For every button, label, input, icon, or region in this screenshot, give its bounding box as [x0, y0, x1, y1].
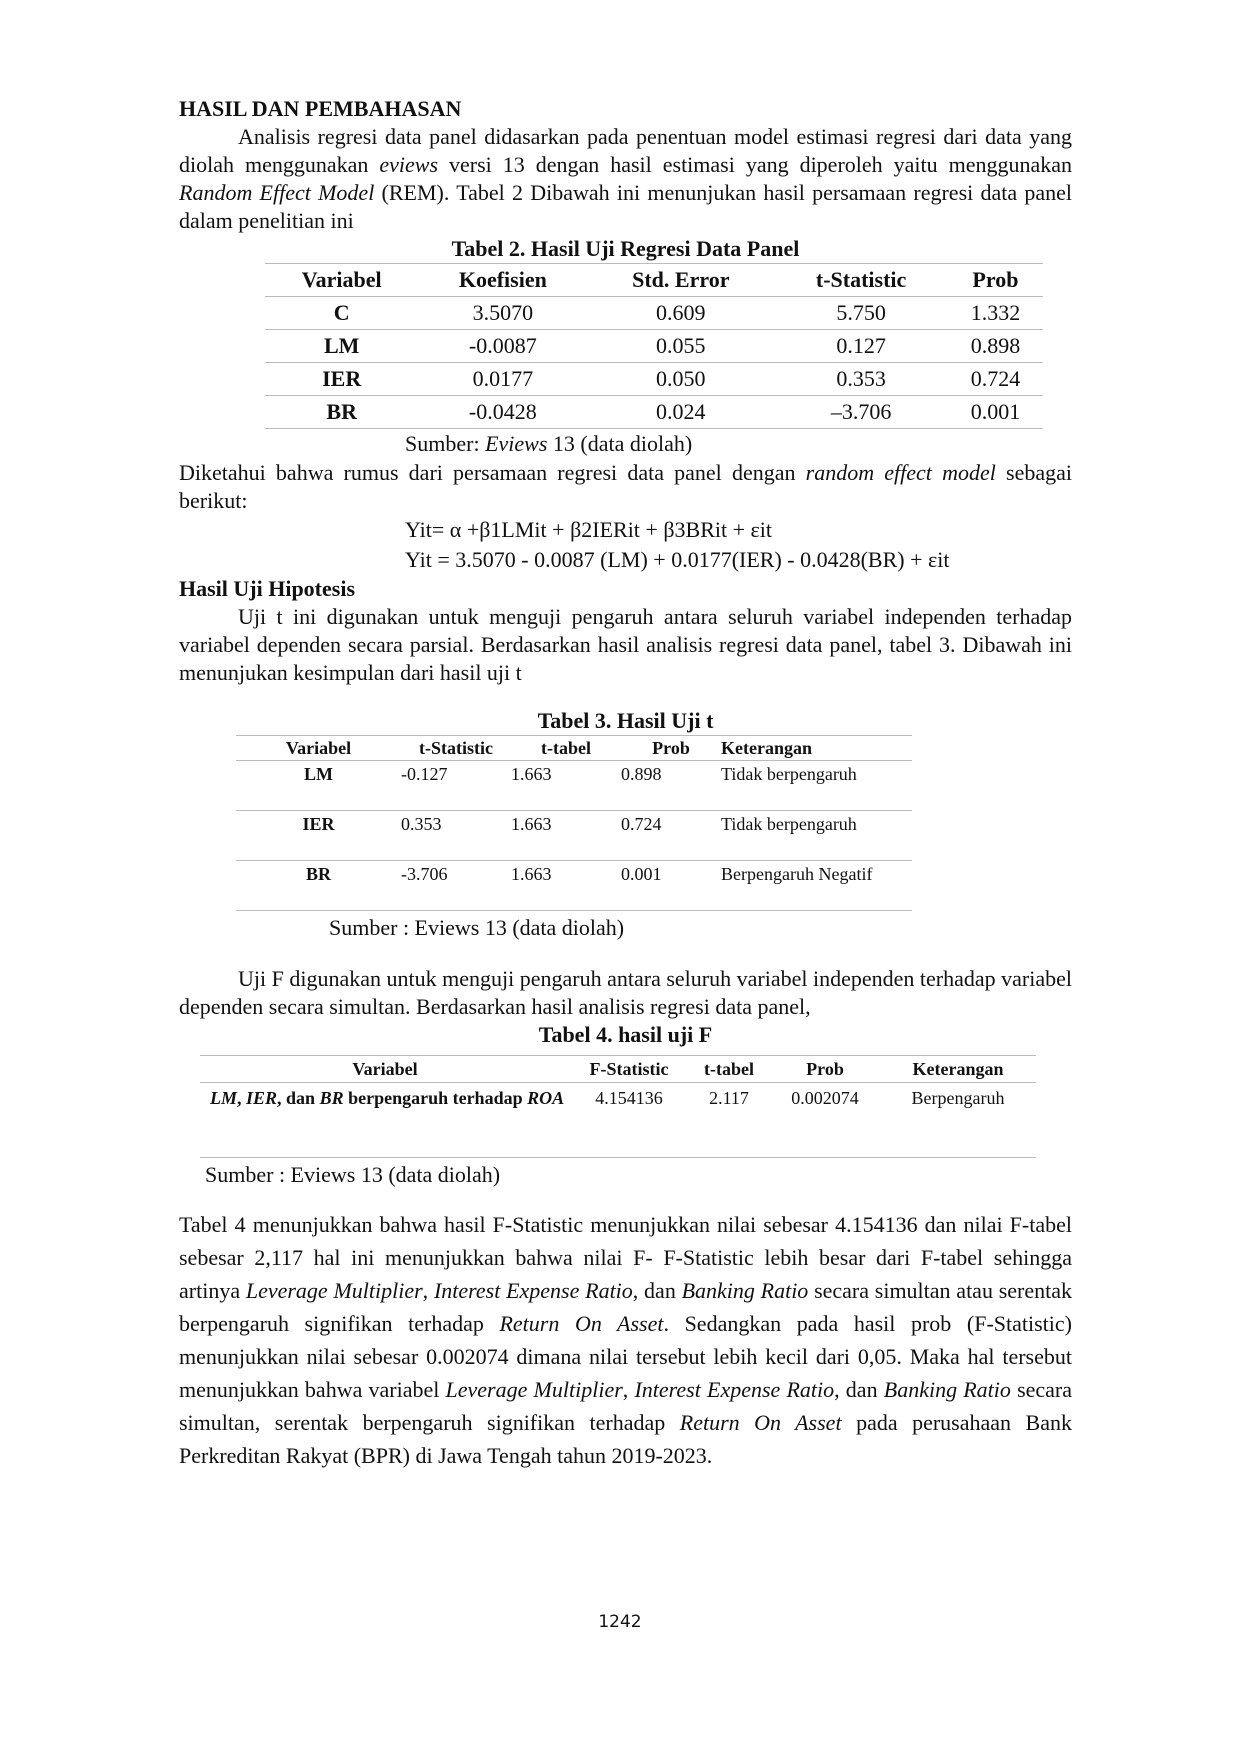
- table-cell: Tidak berpengaruh: [721, 811, 912, 861]
- conclusion-sep: , dan: [834, 1377, 884, 1402]
- table-cell: IER: [265, 363, 418, 396]
- column-header: Variabel: [265, 264, 418, 297]
- table-cell-variabel: [200, 1083, 570, 1158]
- source-text-2: 13 (data diolah): [547, 431, 693, 456]
- column-header: t-Statistic: [774, 264, 948, 297]
- table3-caption: Tabel 3. Hasil Uji t: [537, 708, 714, 733]
- conclusion-text: secara simultan, serentak berpengaruh signifikan terhadap: [179, 1377, 1073, 1435]
- column-header: Prob: [770, 1056, 880, 1083]
- table-cell: 0.898: [621, 761, 721, 811]
- formula-text: Diketahui bahwa rumus dari persamaan regresi data panel dengan: [179, 460, 806, 485]
- ftest-paragraph: Uji F digunakan untuk menguji pengaruh antara seluruh variabel independen terhadap variabel dependen secara simultan. Berdasarkan hasil analisis regresi data panel,: [179, 966, 1072, 1019]
- table3-source: Sumber : Eviews 13 (data diolah): [329, 915, 625, 940]
- table-cell: C: [265, 297, 418, 330]
- table-cell: 0.055: [587, 330, 774, 363]
- conclusion-text: . Sedangkan pada hasil prob (F-Statistic) menunjukkan nilai sebesar 0.002074 dimana nilai tersebut lebih kecil dari 0,05. Maka hal tersebut menunjukkan bahwa variabel: [179, 1311, 1072, 1402]
- conclusion-sep: , dan: [632, 1278, 682, 1303]
- column-header: Variabel: [236, 736, 401, 761]
- table-cell: –3.706: [774, 396, 948, 429]
- column-header: Std. Error: [587, 264, 774, 297]
- table-cell: Berpengaruh Negatif: [721, 861, 912, 911]
- table-cell: 1.332: [948, 297, 1043, 330]
- table4-caption: Tabel 4. hasil uji F: [538, 1022, 713, 1047]
- source-text: Sumber:: [405, 431, 486, 456]
- table-cell: 0.353: [401, 811, 511, 861]
- table-row: [265, 330, 1043, 363]
- intro-eviews: eviews: [379, 152, 439, 177]
- term-roa: Return On Asset: [679, 1410, 842, 1435]
- table-row: [200, 1083, 1036, 1158]
- table-cell: LM: [236, 761, 401, 811]
- table-row: [265, 396, 1043, 429]
- page-number: 1242: [598, 1612, 642, 1632]
- table-header-row: [265, 264, 1043, 297]
- table-cell: Berpengaruh: [880, 1083, 1036, 1158]
- table-cell: -0.127: [401, 761, 511, 811]
- table-cell: 4.154136: [570, 1083, 688, 1158]
- column-header: Prob: [621, 736, 721, 761]
- intro-text: Analisis regresi data panel didasarkan pada penentuan model estimasi regresi dari data yang diolah menggunakan: [179, 124, 1072, 177]
- table-cell: 0.353: [774, 363, 948, 396]
- var-roa: ROA: [527, 1088, 565, 1108]
- term-roa: Return On Asset: [499, 1311, 664, 1336]
- conclusion-text: pada perusahaan Bank Perkreditan Rakyat (BPR) di Jawa Tengah tahun 2019-2023.: [179, 1410, 1072, 1468]
- table-cell: BR: [265, 396, 418, 429]
- table-cell: -0.0428: [418, 396, 587, 429]
- table-cell: 5.750: [774, 297, 948, 330]
- table-cell: 2.117: [688, 1083, 770, 1158]
- column-header: Variabel: [200, 1056, 570, 1083]
- conclusion-text: Tabel 4 menunjukkan bahwa hasil F-Statistic menunjukkan nilai sebesar 4.154136 dan nilai F-tabel sebesar 2,117 hal ini menunjukkan bahwa nilai F- F-Statistic lebih besar dari F-tabel sehingga artinya: [179, 1212, 1072, 1303]
- hypothesis-title: Hasil Uji Hipotesis: [179, 576, 356, 601]
- column-header: t-tabel: [511, 736, 621, 761]
- table-cell: 0.0177: [418, 363, 587, 396]
- table-cell: 1.663: [511, 861, 621, 911]
- table-cell: 0.050: [587, 363, 774, 396]
- table4-source: Sumber : Eviews 13 (data diolah): [205, 1162, 501, 1187]
- equation-estimated: Yit = 3.5070 - 0.0087 (LM) + 0.0177(IER) - 0.0428(BR) + εit: [405, 547, 950, 572]
- table2: [265, 263, 1043, 429]
- intro-text-2: versi 13 dengan hasil estimasi yang diperoleh yaitu menggunakan: [438, 152, 1072, 177]
- term-lm: Leverage Multiplier: [445, 1377, 623, 1402]
- table-cell: 3.5070: [418, 297, 587, 330]
- formula-rem: random effect model: [805, 460, 996, 485]
- column-header: Keterangan: [721, 736, 912, 761]
- table-cell: 1.663: [511, 761, 621, 811]
- table-row: [265, 363, 1043, 396]
- formula-intro: [179, 459, 1072, 515]
- table4: [200, 1055, 1036, 1158]
- hypothesis-paragraph: Uji t ini digunakan untuk menguji pengaruh antara seluruh variabel independen terhadap variabel dependen secara parsial. Berdasarkan hasil analisis regresi data panel, tabel 3. Dibawah ini menunjukan kesimpulan dari hasil uji t: [179, 604, 1072, 685]
- intro-rem: Random Effect Model: [179, 180, 375, 205]
- section-title: HASIL DAN PEMBAHASAN: [179, 96, 462, 121]
- column-header: Prob: [948, 264, 1043, 297]
- table-row: [236, 761, 912, 811]
- table-cell: Tidak berpengaruh: [721, 761, 912, 811]
- var-lm: LM: [210, 1088, 237, 1108]
- table-cell: 0.001: [948, 396, 1043, 429]
- column-header: Keterangan: [880, 1056, 1036, 1083]
- var-text: berpengaruh terhadap: [343, 1088, 528, 1108]
- table2-caption: Tabel 2. Hasil Uji Regresi Data Panel: [451, 236, 800, 261]
- var-ier: IER: [246, 1088, 278, 1108]
- table-header-row: [236, 736, 912, 761]
- column-header: t-tabel: [688, 1056, 770, 1083]
- intro-text-3: (REM). Tabel 2 Dibawah ini menunjukan hasil persamaan regresi data panel dalam penelitian ini: [179, 180, 1072, 233]
- term-ier: Interest Expense Ratio: [634, 1377, 835, 1402]
- table-cell: 0.724: [621, 811, 721, 861]
- column-header: F-Statistic: [570, 1056, 688, 1083]
- source-eviews: Eviews: [485, 431, 548, 456]
- table-cell: 0.609: [587, 297, 774, 330]
- table-cell: LM: [265, 330, 418, 363]
- table-cell: -3.706: [401, 861, 511, 911]
- var-sep: ,: [237, 1088, 246, 1108]
- table-cell: 0.724: [948, 363, 1043, 396]
- column-header: t-Statistic: [401, 736, 511, 761]
- page-content: [179, 95, 1072, 1472]
- table-cell: 0.024: [587, 396, 774, 429]
- var-sep-2: , dan: [277, 1088, 320, 1108]
- term-br: Banking Ratio: [681, 1278, 809, 1303]
- term-ier: Interest Expense Ratio: [433, 1278, 633, 1303]
- equation-general: Yit= α +β1LMit + β2IERit + β3BRit + εit: [405, 517, 772, 542]
- table-header-row: [200, 1056, 1036, 1083]
- column-header: Koefisien: [418, 264, 587, 297]
- var-br: BR: [319, 1088, 344, 1108]
- table-cell: BR: [236, 861, 401, 911]
- conclusion-sep: ,: [622, 1377, 635, 1402]
- table-cell: 0.001: [621, 861, 721, 911]
- conclusion-text: secara simultan atau serentak berpengaruh signifikan terhadap: [179, 1278, 1072, 1336]
- table-row: [236, 861, 912, 911]
- term-lm: Leverage Multiplier: [245, 1278, 423, 1303]
- table-row: [236, 811, 912, 861]
- formula-text-2: sebagai berikut:: [179, 460, 1072, 513]
- intro-paragraph: [179, 123, 1072, 235]
- table-cell: -0.0087: [418, 330, 587, 363]
- table-cell: 0.127: [774, 330, 948, 363]
- table-cell: 0.898: [948, 330, 1043, 363]
- term-br: Banking Ratio: [883, 1377, 1011, 1402]
- table-row: [265, 297, 1043, 330]
- table-cell: 0.002074: [770, 1083, 880, 1158]
- conclusion-sep: ,: [422, 1278, 434, 1303]
- table-cell: 1.663: [511, 811, 621, 861]
- conclusion-paragraph: [179, 1208, 1072, 1472]
- table3: [236, 735, 912, 911]
- table2-source: [179, 429, 1072, 459]
- table-cell: IER: [236, 811, 401, 861]
